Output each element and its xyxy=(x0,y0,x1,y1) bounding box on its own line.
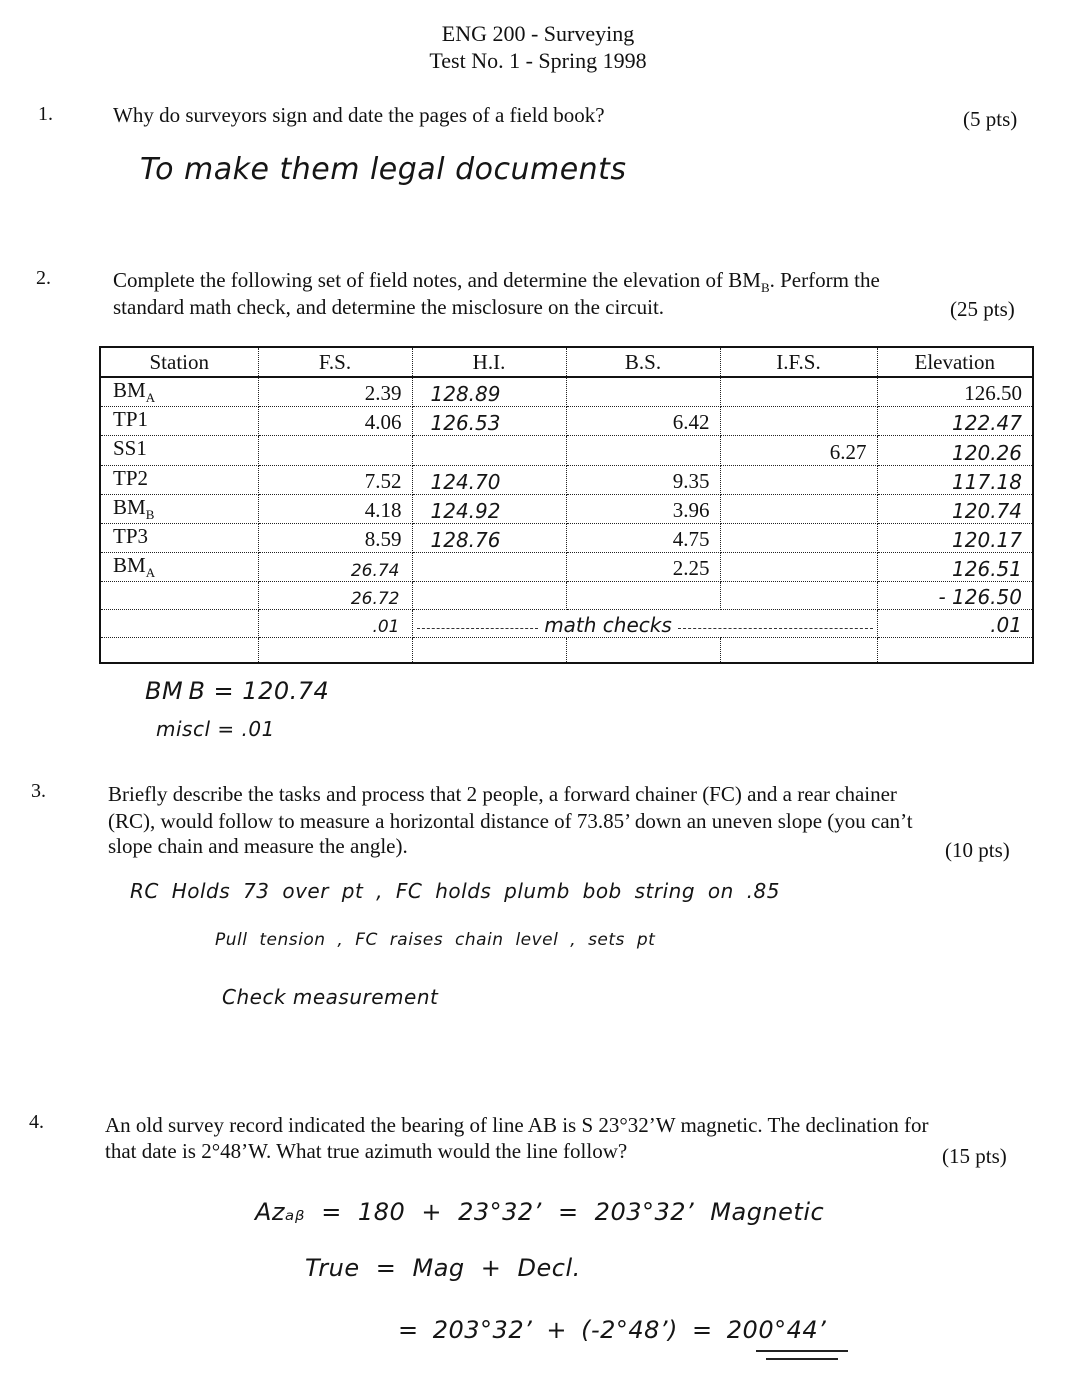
q2-answer-bmb: BM B = 120.74 xyxy=(145,677,330,705)
header-bs: B.S. xyxy=(566,347,720,377)
q4-answer-line1: Azₐᵦ = 180 + 23°32’ = 203°32’ Magnetic xyxy=(255,1198,825,1226)
q2-number: 2. xyxy=(36,267,51,289)
ifs-cell xyxy=(720,407,877,436)
q4-text-line1: An old survey record indicated the bearing of line AB is S 23°32’W magnetic. The declination for xyxy=(105,1113,929,1137)
fs-sum-cell: 26.74 xyxy=(258,553,412,582)
table-row xyxy=(100,582,1033,610)
ifs-cell xyxy=(720,465,877,494)
hi-cell: 124.92 xyxy=(412,494,566,523)
station-cell: $BM_A$ xyxy=(100,553,258,582)
elevation-cell: 126.51 xyxy=(877,553,1033,582)
table-row xyxy=(100,610,1033,638)
ifs-cell xyxy=(720,553,877,582)
bs-sum-cell: 26.72 xyxy=(258,582,412,610)
elevation-cell: 120.74 xyxy=(877,494,1033,523)
dash-line-left xyxy=(417,628,539,629)
header-ifs: I.F.S. xyxy=(720,347,877,377)
q4-answer-line3: = 203°32’ + (-2°48’) = 200°44’ xyxy=(398,1316,827,1344)
q3-answer-line1: RC Holds 73 over pt , FC holds plumb bob string on .85 xyxy=(130,879,780,903)
elevation-cell: 117.18 xyxy=(877,465,1033,494)
bs-cell: 6.42 xyxy=(566,407,720,436)
q1-number: 1. xyxy=(38,103,53,125)
course-title: ENG 200 - Surveying xyxy=(441,21,635,46)
empty-cell xyxy=(258,638,412,664)
hi-cell xyxy=(412,436,566,465)
q3-points: (10 pts) xyxy=(945,838,1010,862)
q1-points: (5 pts) xyxy=(963,107,1018,131)
table-header-row xyxy=(100,347,1033,377)
hi-cell: 128.76 xyxy=(412,523,566,552)
hi-cell xyxy=(412,553,566,582)
hi-cell xyxy=(412,582,566,610)
q3-number: 3. xyxy=(31,780,46,802)
station-cell: TP1 xyxy=(100,407,258,436)
hi-cell: 128.89 xyxy=(412,377,566,407)
bs-cell xyxy=(566,377,720,407)
math-check-cell xyxy=(412,610,877,638)
q1-text: Why do surveyors sign and date the pages of a field book? xyxy=(113,103,605,127)
table-row xyxy=(100,638,1033,664)
empty-cell xyxy=(877,638,1033,664)
table-row xyxy=(100,377,1033,407)
q3-text-line2: (RC), would follow to measure a horizontal distance of 73.85’ down an uneven slope (you can’t xyxy=(108,809,913,833)
elevation-cell: 122.47 xyxy=(877,407,1033,436)
q2-answer-misclosure: miscl = .01 xyxy=(156,717,275,741)
q4-number: 4. xyxy=(29,1111,44,1133)
q3-answer-line2: Pull tension , FC raises chain level , sets pt xyxy=(215,930,656,950)
ifs-cell: 6.27 xyxy=(720,436,877,465)
difference-cell: .01 xyxy=(258,610,412,638)
fs-cell xyxy=(258,436,412,465)
bs-cell: 9.35 xyxy=(566,465,720,494)
table-row xyxy=(100,494,1033,523)
header-hi: H.I. xyxy=(412,347,566,377)
empty-cell xyxy=(412,638,566,664)
header-fs: F.S. xyxy=(258,347,412,377)
hi-cell: 124.70 xyxy=(412,465,566,494)
empty-cell xyxy=(720,638,877,664)
header-station: Station xyxy=(100,347,258,377)
ifs-cell xyxy=(720,523,877,552)
station-cell xyxy=(100,610,258,638)
fs-cell: 7.52 xyxy=(258,465,412,494)
fs-cell: 8.59 xyxy=(258,523,412,552)
misclosure-cell: .01 xyxy=(877,610,1033,638)
q1-answer: To make them legal documents xyxy=(140,152,627,187)
q4-answer-line2: True = Mag + Decl. xyxy=(305,1254,581,1282)
hi-cell: 126.53 xyxy=(412,407,566,436)
table-row xyxy=(100,465,1033,494)
q2-points: (25 pts) xyxy=(950,297,1015,321)
station-cell: TP3 xyxy=(100,523,258,552)
answer-double-underline xyxy=(766,1358,838,1360)
test-title: Test No. 1 - Spring 1998 xyxy=(429,48,647,73)
table-row xyxy=(100,436,1033,465)
header-elevation: Elevation xyxy=(877,347,1033,377)
ifs-cell xyxy=(720,377,877,407)
elevation-cell: 120.17 xyxy=(877,523,1033,552)
q2-text-line2: standard math check, and determine the misclosure on the circuit. xyxy=(113,295,665,319)
math-check-note: math checks xyxy=(544,613,672,638)
fs-cell: 4.18 xyxy=(258,494,412,523)
table-row xyxy=(100,523,1033,552)
bs-cell xyxy=(566,582,720,610)
station-cell: TP2 xyxy=(100,465,258,494)
empty-cell xyxy=(566,638,720,664)
bs-cell: 4.75 xyxy=(566,523,720,552)
station-cell: $BM_A$ xyxy=(100,377,258,407)
fs-cell: 2.39 xyxy=(258,377,412,407)
field-notes-table xyxy=(99,346,1034,664)
q4-text-line2: that date is 2°48’W. What true azimuth would the line follow? xyxy=(105,1139,628,1163)
table-row xyxy=(100,553,1033,582)
q3-text-line1: Briefly describe the tasks and process that 2 people, a forward chainer (FC) and a rear chainer xyxy=(108,782,897,806)
bs-cell: 2.25 xyxy=(566,553,720,582)
q4-points: (15 pts) xyxy=(942,1144,1007,1168)
elevation-cell: 126.50 xyxy=(877,377,1033,407)
fs-cell: 4.06 xyxy=(258,407,412,436)
q2-text-line1: Complete the following set of field notes, and determine the elevation of $BM_B$. Perform the xyxy=(113,268,880,296)
elevation-cell: 120.26 xyxy=(877,436,1033,465)
empty-cell xyxy=(100,638,258,664)
table-row xyxy=(100,407,1033,436)
q3-answer-line3: Check measurement xyxy=(222,985,439,1009)
bs-cell: 3.96 xyxy=(566,494,720,523)
ifs-cell xyxy=(720,582,877,610)
elevation-subtract-cell: - 126.50 xyxy=(877,582,1033,610)
bs-cell xyxy=(566,436,720,465)
dash-line-right xyxy=(678,628,873,629)
station-cell: SS1 xyxy=(100,436,258,465)
q3-text-line3: slope chain and measure the angle). xyxy=(108,834,408,858)
station-cell xyxy=(100,582,258,610)
station-cell: $BM_B$ xyxy=(100,494,258,523)
answer-underline xyxy=(756,1350,848,1352)
ifs-cell xyxy=(720,494,877,523)
